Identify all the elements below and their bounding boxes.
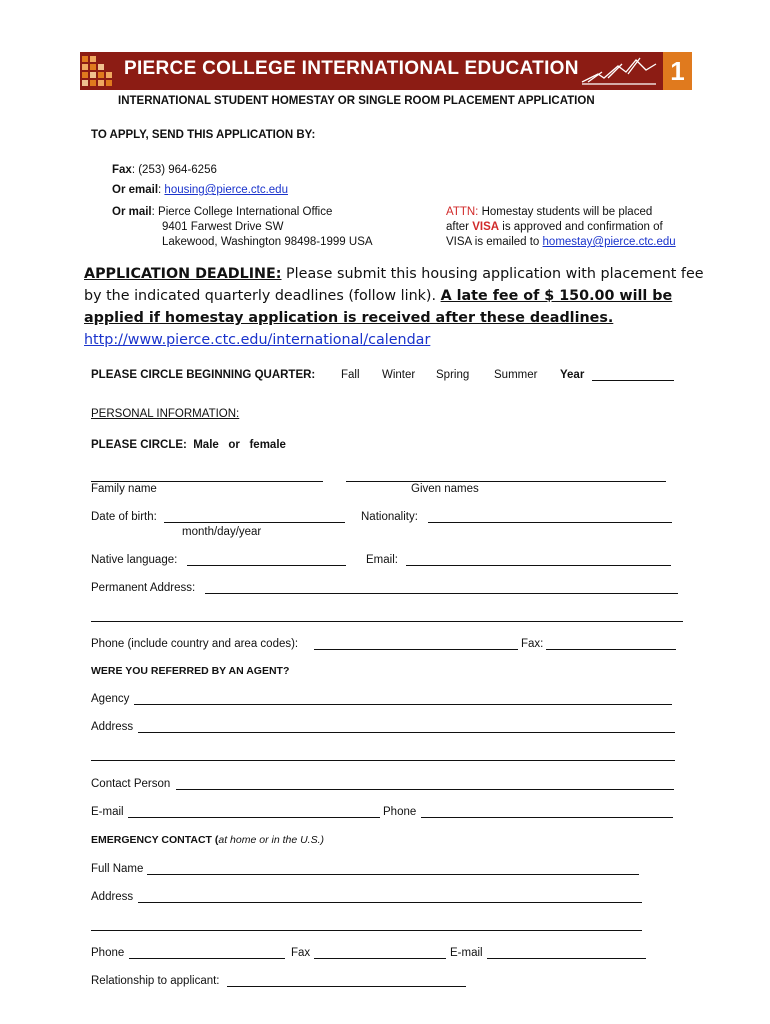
- quarter-spring[interactable]: Spring: [436, 369, 470, 381]
- deadline-line-2: [84, 285, 672, 307]
- agency-field[interactable]: [134, 704, 672, 705]
- dob-field[interactable]: [164, 522, 345, 523]
- deadline-line-3: applied if homestay application is received after these deadlines.: [84, 310, 614, 326]
- agent-email-label: E-mail: [91, 806, 124, 818]
- dob-hint: month/day/year: [182, 526, 262, 538]
- family-name-field[interactable]: [91, 481, 323, 482]
- fax-field[interactable]: [546, 649, 676, 650]
- permanent-address-field[interactable]: [205, 593, 678, 594]
- attn-line-2: [446, 221, 663, 233]
- given-names-label: Given names: [411, 483, 479, 495]
- quarter-winter[interactable]: Winter: [382, 369, 416, 381]
- dob-label: Date of birth:: [91, 511, 157, 523]
- mail-line-1: : Pierce College International Office: [151, 206, 333, 218]
- attn-label: ATTN:: [446, 206, 479, 218]
- attn-line-1: [446, 206, 652, 218]
- attn-text-2b: is approved and confirmation of: [499, 221, 663, 233]
- permanent-address-label: Permanent Address:: [91, 582, 196, 594]
- year-label: Year: [560, 369, 585, 381]
- header-title: PIERCE COLLEGE INTERNATIONAL EDUCATION: [124, 58, 579, 79]
- page-number-badge: 1: [663, 52, 692, 90]
- emergency-email-field[interactable]: [487, 958, 646, 959]
- apply-heading: TO APPLY, SEND THIS APPLICATION BY:: [91, 129, 316, 141]
- visa-highlight: VISA: [472, 221, 500, 233]
- agent-address-label: Address: [91, 721, 134, 733]
- mail-line-3: Lakewood, Washington 98498-1999 USA: [162, 236, 373, 248]
- mountain-sketch-icon: [578, 52, 660, 90]
- deadline-line-1: [84, 263, 704, 285]
- deadline-label: APPLICATION DEADLINE:: [84, 266, 282, 282]
- quarter-fall[interactable]: Fall: [341, 369, 360, 381]
- agency-label: Agency: [91, 693, 130, 705]
- email-label: Or email: [112, 184, 159, 196]
- relationship-label: Relationship to applicant:: [91, 975, 220, 987]
- late-fee-text: A late fee of $ 150.00 will be: [440, 288, 673, 304]
- email-line: [112, 184, 288, 196]
- nationality-label: Nationality:: [361, 511, 418, 523]
- emergency-phone-field[interactable]: [129, 958, 285, 959]
- homestay-email-link[interactable]: homestay@pierce.ctc.edu: [542, 236, 676, 248]
- attn-line-3: [446, 236, 676, 248]
- attn-text-1: Homestay students will be placed: [478, 206, 653, 218]
- family-name-label: Family name: [91, 483, 157, 495]
- agent-address-field[interactable]: [138, 732, 675, 733]
- contact-person-label: Contact Person: [91, 778, 171, 790]
- emergency-fax-label: Fax: [291, 947, 311, 959]
- emergency-phone-label: Phone: [91, 947, 125, 959]
- contact-person-field[interactable]: [176, 789, 674, 790]
- attn-text-2a: after: [446, 221, 473, 233]
- agent-heading: WERE YOU REFERRED BY AN AGENT?: [91, 665, 290, 677]
- deadline-text-2: by the indicated quarterly deadlines (follow link).: [84, 288, 441, 304]
- form-title: INTERNATIONAL STUDENT HOMESTAY OR SINGLE ROOM PLACEMENT APPLICATION: [118, 95, 595, 107]
- relationship-field[interactable]: [227, 986, 466, 987]
- agent-email-field[interactable]: [128, 817, 380, 818]
- mail-line: [112, 206, 332, 218]
- given-names-field[interactable]: [346, 481, 666, 482]
- nationality-field[interactable]: [428, 522, 672, 523]
- emergency-address-field[interactable]: [138, 902, 642, 903]
- emergency-fax-field[interactable]: [314, 958, 446, 959]
- native-language-field[interactable]: [187, 565, 346, 566]
- emergency-heading: [91, 834, 324, 846]
- emergency-address-label: Address: [91, 891, 134, 903]
- attn-text-3: VISA is emailed to: [446, 236, 543, 248]
- year-field[interactable]: [592, 380, 674, 381]
- gender-circle-label[interactable]: PLEASE CIRCLE: Male or female: [91, 439, 286, 451]
- emergency-email-label: E-mail: [450, 947, 483, 959]
- emergency-heading-bold: EMERGENCY CONTACT (: [91, 834, 219, 846]
- college-logo-icon: [80, 52, 116, 90]
- deadline-text-1: Please submit this housing application with placement fee: [281, 266, 704, 282]
- native-language-label: Native language:: [91, 554, 178, 566]
- calendar-link[interactable]: http://www.pierce.ctc.edu/international/calendar: [84, 332, 431, 348]
- agent-address-field-2[interactable]: [91, 760, 675, 761]
- agent-phone-field[interactable]: [421, 817, 673, 818]
- permanent-address-field-2[interactable]: [91, 621, 683, 622]
- email-field[interactable]: [406, 565, 671, 566]
- fax-label: Fax: [112, 164, 132, 176]
- personal-heading: PERSONAL INFORMATION:: [91, 408, 240, 420]
- phone-field[interactable]: [314, 649, 518, 650]
- fax-label-personal: Fax:: [521, 638, 544, 650]
- mail-label: Or mail: [112, 206, 152, 218]
- full-name-label: Full Name: [91, 863, 144, 875]
- emergency-address-field-2[interactable]: [91, 930, 642, 931]
- email-label-personal: Email:: [366, 554, 398, 566]
- full-name-field[interactable]: [147, 874, 639, 875]
- mail-line-2: 9401 Farwest Drive SW: [162, 221, 284, 233]
- phone-label: Phone (include country and area codes):: [91, 638, 299, 650]
- agent-phone-label: Phone: [383, 806, 417, 818]
- emergency-heading-italic: at home or in the U.S.): [218, 834, 325, 846]
- quarter-label: PLEASE CIRCLE BEGINNING QUARTER:: [91, 369, 316, 381]
- quarter-summer[interactable]: Summer: [494, 369, 538, 381]
- email-separator: :: [158, 184, 165, 196]
- housing-email-link[interactable]: housing@pierce.ctc.edu: [164, 184, 288, 196]
- fax-line: [112, 164, 217, 176]
- fax-value: : (253) 964-6256: [131, 164, 217, 176]
